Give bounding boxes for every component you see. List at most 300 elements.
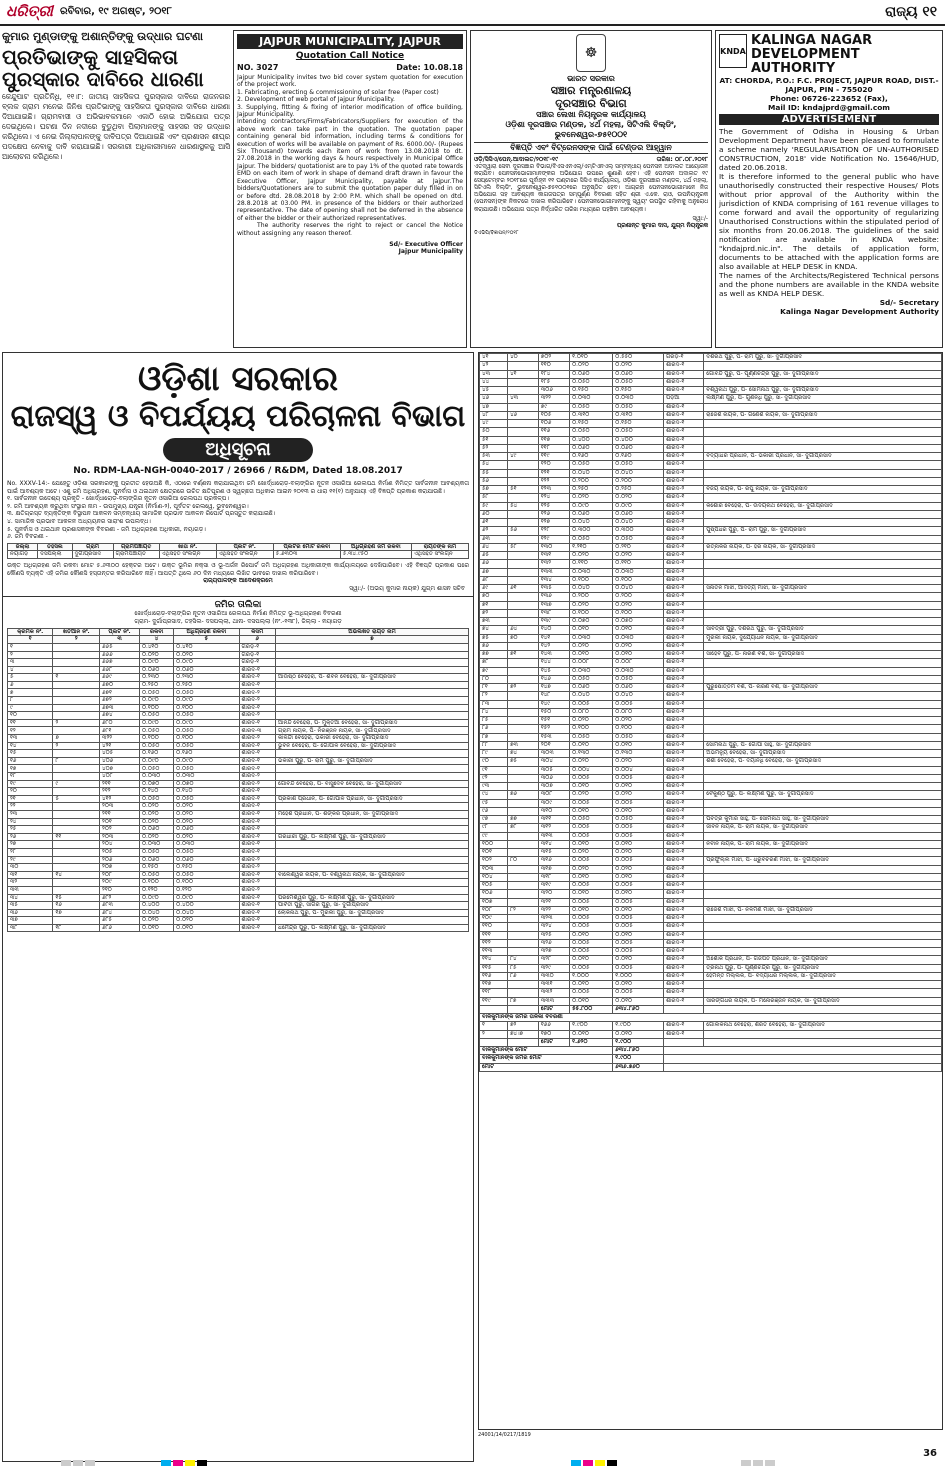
table-cell: ଶାରଦ-୧ [663,378,703,386]
table-cell [704,733,942,741]
table-cell: ଶାରଦ-୧ [663,387,703,395]
table-cell: ୧୨୩ [538,486,569,494]
table-cell: ୬୮୪ [100,909,140,917]
table-cell [704,939,942,947]
table-cell: ୧୪୫ [538,667,569,675]
table-cell: ୦.୦୬୦ [174,856,239,864]
table-cell [276,643,469,651]
table-cell: ୧୪୧ [538,634,569,642]
table-cell: ଗିରିଧାରୀ ପୁରୁ, ପି- ଲକ୍ଷ୍ମଣ ପୁରୁ, ସା- ଦୁର୍ଗାପ୍ରସାଦ [276,833,469,841]
table-cell: ଗୋବିନ୍ଦ ବେହେରା, ପି- ବାସୁଦେବ ବେହେରା, ସା- ଦୁର୍ଗାପ୍ରସାଦ [276,780,469,788]
table-cell: ଏଥିସହିତ ସଂଲଗ୍ନ [159,551,216,559]
knda-para: The Government of Odisha in Housing & Urban Development Department have been pleased to formulate a scheme namely 'REGULARISATION OF UN-AUTHORISED CONSTRUCTION, 2018' vide Notification No. 15646/HUD, dated 20.06.2018. [719,127,939,172]
table-cell: ହେମନ୍ତ ମଲ୍ଲିକ, ପି- ବିଦ୍ୟାଧର ମଲ୍ଲିକ, ସା- ଦୁର୍ଗାପ୍ରସାଦ [704,972,942,980]
table-cell: ୦.୦୨୦ [613,362,664,370]
table-cell [508,799,539,807]
table-cell: ଶାରଦ-୧ [663,543,703,551]
table-cell: ୦.୦୬୦ [613,510,664,518]
table-cell [704,849,942,857]
table-cell: ୦.୦୬୦ [140,856,174,864]
table-cell [704,873,942,881]
table-row [8,917,469,925]
table-cell [704,1005,942,1013]
table-cell [53,643,100,651]
table-cell: ୦.୦୭୦ [570,618,613,626]
table-cell [704,865,942,873]
table-cell: ୬୫ [480,552,508,560]
table-cell: ୦.୦୨୦ [613,642,664,650]
table-cell [704,989,942,997]
table-cell: ୦.୨୫୦ [570,486,613,494]
table-cell: ୪୧ [508,370,539,378]
table-cell [508,510,539,518]
table-row [480,543,942,551]
table-cell: ଶାରଦ-୧ [239,681,276,689]
table-cell [704,832,942,840]
table-cell: ବିଶ୍ୱନାଥ ପୁରୁ, ପି- ସୋମନାଥ ପୁରୁ, ସା- ଦୁର୍ଗାପ୍ରସାଦ [704,387,942,395]
table-cell: ଶାରଦ-୧ [663,700,703,708]
table-cell: ୦.୦୦୫ [570,799,613,807]
table-row [480,981,942,989]
table-cell: ଶାରଦ-୨ [239,697,276,705]
table-cell: ଆନନ୍ଦ ବେହେରା, ପି- ମୁକ୍ତିଆ ବେହେରା, ସା- ଦୁର୍ଗାପ୍ରସାଦ [276,719,469,727]
table-cell [276,704,469,712]
table-cell: ଶାରଦ-୧ [663,502,703,510]
table-cell: ୨୮ [8,848,53,856]
table-cell: ୧୮୪ [538,370,569,378]
table-cell: ୦.୦୦୫ [570,832,613,840]
table-cell: ୧୩୨ [538,560,569,568]
table-row [480,354,942,362]
table-cell: ୬୭୪ [100,712,140,720]
table-cell: ୦.୦୧୦ [570,981,613,989]
table-cell [508,849,539,857]
table-cell [53,750,100,758]
table-cell: ଶାରଦ-୧ [239,674,276,682]
table-row [8,841,469,849]
table-cell: ୯୬ [480,807,508,815]
table-cell: ୭୨ [508,1022,539,1030]
table-cell: ୦.୦୫୦ [174,689,239,697]
table-cell: ୪୮ [480,411,508,419]
table-cell: ୩୨୦ [538,890,569,898]
table-cell: ୧୫ [53,894,100,902]
table-cell: ୦.୧୦୦ [613,609,664,617]
table-cell: ୭୨ [508,684,539,692]
table-cell: ୦.୦୨୦ [570,849,613,857]
table-header: ଗ୍ରାମପଞ୍ଚାୟତ [113,543,159,551]
notification-signature: ସ୍ୱା:/- (ଅଭୟ କୁମାର ନାୟକ) ଯୁଗ୍ମ ଶାସନ ସଚିବ [349,584,465,592]
table-cell: ୫ [53,795,100,803]
table-cell: ପ୍ରକାଶ ପ୍ରଧାନ, ପି- ଗୋପାଳ ପ୍ରଧାନ, ସା- ଦୁର୍ଗାପ୍ରସାଦ [276,795,469,803]
table-row [480,684,942,692]
table-row [8,643,469,651]
table-row [480,989,942,997]
table-cell: ୨୦୫ [100,848,140,856]
table-cell: ୫.୩୪.୯୫୦ [340,551,411,559]
table-row [480,972,942,980]
table-cell: ୩୧୩ [538,832,569,840]
table-row [8,894,469,902]
table-row [8,742,469,750]
table-cell: ୪ [8,666,53,674]
table-row [8,886,469,894]
table-cell [508,593,539,601]
table-cell: ୦.୦୫୦ [613,428,664,436]
table-row [480,857,942,865]
table-cell [704,420,942,428]
table-row [480,576,942,584]
table-cell: ୦.୧୦୦ [140,735,174,743]
table-cell: ୦.୦୫୦ [174,712,239,720]
table-cell: ୦.୦୨୦ [613,717,664,725]
table-cell: ସାହେବ ପୁରୁ, ପି- ନାରଣ ବିଶି, ସା- ଦୁର୍ଗାପ୍ରସାଦ [704,651,942,659]
table-row [480,692,942,700]
table-cell [508,642,539,650]
table-cell: ଗୋବିନ୍ଦ ପୁରୁ, ପି- ପୂର୍ଣ୍ଣଚନ୍ଦ୍ର ପୁରୁ, ସା- ଦୁର୍ଗାପ୍ରସାଦ [704,370,942,378]
table-row [8,674,469,682]
table-cell: ୭୭ [480,651,508,659]
table-cell: ୬୯ [480,585,508,593]
table-cell: ଶାରଦ-୧ [663,593,703,601]
table-cell [276,689,469,697]
table-row [480,519,942,527]
table-cell: ୫୧ [508,486,539,494]
table-header: ୩ [100,636,140,644]
table-cell: ୦.୦୨୦ [174,833,239,841]
table-header: ୪ [140,636,174,644]
table-cell: ୦.୩୦୦ [570,527,613,535]
table-cell: ଶାରଦ-୧ [663,725,703,733]
table-cell: ୦.୦୮୦ [613,708,664,716]
table-cell: ୩ [8,659,53,667]
table-cell: ୪୯ [480,420,508,428]
table-cell: ୧୫୩ [538,733,569,741]
table-cell: ୩୨୫ [538,931,569,939]
table-cell [508,882,539,890]
table-cell: ୧୩୮ [538,609,569,617]
table-cell: ୧୦୦ [480,840,508,848]
table-cell: ୦.୦୬୦ [613,444,664,452]
table-row [480,362,942,370]
table-cell: ଶାରଦ-୧ [663,420,703,428]
color-bar [0,1450,945,1471]
table-cell: ୨୪ [8,818,53,826]
table-cell [276,917,469,925]
table-cell: ୯ [8,704,53,712]
table-cell: ୦.୦୫୦ [174,871,239,879]
table-cell: ୭୧ [508,651,539,659]
table-cell: ୧୩୯ [538,618,569,626]
table-cell: ୧୫୧ [538,717,569,725]
table-cell [276,659,469,667]
table-cell [704,766,942,774]
table-cell: ୦.୦୨୦ [570,552,613,560]
table-cell: ବୈକୁଣ୍ଠ ପୁରୁ, ପି- ଲକ୍ଷ୍ମଣ ପୁରୁ, ସା- ଦୁର୍ଗାପ୍ରସାଦ [704,791,942,799]
table-cell: ଶାରଦ-୧ [239,795,276,803]
table-cell: ୦.୧୬୦ [174,750,239,758]
table-row [480,469,942,477]
table-cell: ଗ୍ରାମ ନାୟକ, ପି- ନିରଞ୍ଜନ ନାୟକ, ସା- ଦୁର୍ଗାପ୍ରସାଦ [276,727,469,735]
table-row [480,477,942,485]
table-cell [704,774,942,782]
table-cell [508,840,539,848]
table-cell: ୭୯ [538,403,569,411]
table-cell: କିଶୋର ବେହେରା, ପି- ଉଦୟନାଥ ବେହେରା, ସା- ଦୁର୍ଗାପ୍ରସାଦ [704,502,942,510]
knda-address: AT: CHORDA, P.O.: F.C. PROJECT, JAJPUR ROAD, DIST.- JAJPUR, PIN - 755020 [719,76,939,94]
dot-line: ଭୁବନେଶ୍ୱର-୭୫୧୦୦୧ [554,130,628,139]
table-cell: ୮୮ [480,741,508,749]
table-cell: ପୁରୁଷୋତ୍ତମ ବିଶି, ପି- ନାରଣ ବିଶି, ସା- ଦୁର୍ଗାପ୍ରସାଦ [704,684,942,692]
table-cell: ପରମେଶ୍ୱର ପୁରୁ, ପି- ଲକ୍ଷ୍ମଣ ପୁରୁ, ସା- ଦୁର୍ଗାପ୍ରସାଦ [276,894,469,902]
table-row [480,708,942,716]
table-cell: ଶାରଦ-୧ [663,857,703,865]
table-cell: ଶାରଦ-୧ [663,519,703,527]
table-cell: ଶାରଦ-୨ [239,780,276,788]
table-cell: ଶାରଦ-୧ [663,436,703,444]
table-cell: ରାଜେଶ ମାଝୀ, ପି- ନିଳମଣି ମାଝୀ, ସା- ଦୁର୍ଗାପ୍ରସାଦ [704,906,942,914]
table-cell: ୧୩୩ [538,568,569,576]
table-cell [704,519,942,527]
table-cell: ୦.୦୨୦ [613,552,664,560]
table-cell: ୨୦୧ [538,741,569,749]
table-cell: ୧୪୭ [538,684,569,692]
table-row [480,593,942,601]
table-cell: ଏଥିସହିତ ସଂଲଗ୍ନ [216,551,273,559]
table-cell: ୦.୦୨୦ [570,717,613,725]
table-header: ରାୟତଙ୍କ ନାମ [411,543,468,551]
table-cell: ୦.୩୧୦ [570,411,613,419]
table-cell [508,865,539,873]
table-row [8,712,469,720]
table-cell: ୩୧୨ [538,824,569,832]
table-cell: ୨୧୦ [100,886,140,894]
table-cell: ୦.୦୫୦ [570,428,613,436]
table-cell: ଶାରଦ-୧ [663,576,703,584]
table-cell: ୮୫ [508,964,539,972]
dot-line: ସଞ୍ଚାର ମନ୍ତ୍ରଣାଳୟ [550,84,632,97]
table-cell: ୦.୦୯୦ [174,757,239,765]
table-cell [508,444,539,452]
table-cell: ୧ [8,643,53,651]
table-cell: ୦.୦୦୪ [570,766,613,774]
table-cell: ୩୧୧ [538,816,569,824]
table-cell: ଗରଡ଼-୧ [239,643,276,651]
table-cell: ୫୭ [480,486,508,494]
table-cell: ୦.୧୦୦ [613,576,664,584]
table-cell: ଶାରଦ-୧ [239,818,276,826]
section-name: ରାଜ୍ୟ ୧୧ [885,4,937,20]
table-cell [53,841,100,849]
table-cell: ଶାରଦ-୧ [663,964,703,972]
table-row [480,939,942,947]
table-cell: ୦.୨୧୦ [613,543,664,551]
table-cell: ୦.୦୫୦ [140,689,174,697]
table-cell [508,659,539,667]
table-cell: ୨୦୩ [100,833,140,841]
table-row [8,780,469,788]
table-row [480,931,942,939]
table-cell: ବାଲେଶ୍ୱର ନାୟକ, ପି- ବିଶ୍ୱନାଥ ନାୟକ, ସା- ଦୁର୍ଗାପ୍ରସାଦ [276,871,469,879]
table-cell: ଶାରଦ-୧ [663,461,703,469]
table-row [480,378,942,386]
table-cell: ୭୬ [508,791,539,799]
table-cell: ୦.୦୦୫ [570,882,613,890]
table-cell: ୨୧ [8,795,53,803]
table-cell: ଶାରଦ-୧ [663,989,703,997]
table-cell: ଶାରଦ-୧ [663,510,703,518]
table-cell: ୦.୦୦୫ [570,915,613,923]
table-cell [53,803,100,811]
table-cell: ୨୦ [8,788,53,796]
table-cell [704,725,942,733]
table-cell: ୦.୦୦୫ [613,700,664,708]
table-cell: ୨୭ [8,841,53,849]
table-cell: ୧.୯୦୦ [613,1022,664,1030]
table-cell [276,864,469,872]
table-cell: ଶାରଦ-୧ [663,708,703,716]
table-cell: ଶାରଦ-୧ [663,403,703,411]
table-row [480,956,942,964]
table-cell [508,733,539,741]
table-row [480,642,942,650]
govt-title: ଓଡ଼ିଶା ସରକାର [137,359,339,399]
table-cell: ୦.୦୪୦ [570,519,613,527]
table-cell: ଶାରଦ-୧ [239,848,276,856]
table-cell [508,807,539,815]
table-cell: ୦.୧୪୦ [174,788,239,796]
table-cell: ଶାରଦ-୧ [663,642,703,650]
table-cell: ୦.୦୯୦ [140,719,174,727]
table-cell: ଶାରଦ-୧ [663,411,703,419]
table-cell: ୬୨ [480,527,508,535]
table-row [480,840,942,848]
table-cell: ୧୦୫ [480,882,508,890]
table-cell: ୫୯ [480,502,508,510]
table-row [8,704,469,712]
table-cell: ୧୨୫ [538,502,569,510]
table-cell: ୦.୦୦୮ [613,659,664,667]
grand-total-label: ବାଳିକୁମାନଙ୍କ ଜମିର ମୋଟ [480,1055,613,1063]
table-cell: ୭ [8,689,53,697]
table-cell: ୭୪।୭ [508,1030,539,1038]
table-cell: ୩୨୨ [538,906,569,914]
table-cell: ୯୩ [480,783,508,791]
table-row [480,725,942,733]
table-cell: ୦.୦୨୦ [570,494,613,502]
table-cell: ୦.୦୯୦ [140,697,174,705]
table-cell: ୦.୦୧୦ [570,783,613,791]
table-cell [704,915,942,923]
table-cell: ୬୩ [480,535,508,543]
table-cell: ୪୦୭ [100,765,140,773]
table-cell: ୧୨୯ [538,535,569,543]
table-cell [53,773,100,781]
table-cell: ୦.୧୩୦ [570,750,613,758]
table-cell: ୦.୦୨୦ [613,494,664,502]
table-cell: ୯୨ [480,774,508,782]
dot-notice [470,30,712,348]
knda-advertisement [715,30,943,348]
table-cell: ୭୩ [508,741,539,749]
table-cell: ୦.୪୧୦ [174,643,239,651]
table-row [480,915,942,923]
table-cell: ୪୦ [508,354,539,362]
table-cell [53,810,100,818]
table-cell: ଗରଡ଼-୧ [239,659,276,667]
table-cell: ୭୦ [480,593,508,601]
table-cell [53,864,100,872]
table-cell: ଶାରଦ-୧ [663,651,703,659]
table-cell: ୩୨୧ [538,898,569,906]
table-cell: ୫୫ [480,469,508,477]
table-cell: ୨ [53,742,100,750]
table-cell: ୧୬ [53,902,100,910]
table-cell: ୦.୦୧୦ [613,840,664,848]
table-cell: ୧୦୫ [538,411,569,419]
table-cell: ୩୦୭ [538,783,569,791]
land-list-table-right [479,353,942,1072]
table-cell: ୨୦୩ [100,803,140,811]
table-cell [704,948,942,956]
table-cell: ୦.୦୭୦ [174,780,239,788]
table-cell [53,886,100,894]
table-cell: ୦.୦୫୦ [613,733,664,741]
table-cell: ଶାରଦ-୧ [663,915,703,923]
table-cell: ୦.୧୦୦ [613,725,664,733]
notification-list-item: ୧. ସାର୍ବଜନୀନ ଉଦ୍ଦେଶ୍ୟ ପ୍ରକୃତି - ଖୋର୍ଦ୍ଧାରୋଡ଼-ବଲାଙ୍ଗିର ନୂତନ ଓସାରିଆ ରେଲପଥ ପ୍ରକଳ୍ପ। [7,495,229,503]
table-cell: ୧୪୦ [538,626,569,634]
table-cell: ୫୮ [508,543,539,551]
table-cell: ୧୩୭ [538,601,569,609]
table-cell: ୦.୧୦୦ [570,609,613,617]
table-cell: ତ୍ରିନାଥ ପୁରୁ, ପି- ପୂର୍ଣ୍ଣଚନ୍ଦ୍ର ପୁରୁ, ସା- ଦୁର୍ଗାପ୍ରସାଦ [704,964,942,972]
table-cell [704,1038,942,1046]
table-cell: ୦.୦୩୦ [140,841,174,849]
table-cell: ୦.୪୧୦ [140,643,174,651]
table-cell: ୦.୨୦୦ [613,477,664,485]
table-cell: ୦.୦୫୦ [140,712,174,720]
table-cell: ୦.୦୫୦ [613,816,664,824]
knda-sign-1: Sd/- Secretary [879,298,939,307]
table-row [480,502,942,510]
table-cell: ୨୫ [8,826,53,834]
table-cell: ୮ [8,697,53,705]
table-cell: ୧୨୧ [538,469,569,477]
table-cell: ୦.୨୦୦ [570,477,613,485]
table-cell: ପାର୍ବତୀ ପୁରୁ, ସାଗର ପୁରୁ, ସା- ଦୁର୍ଗାପ୍ରସାଦ [276,902,469,910]
table-cell [508,717,539,725]
table-cell [508,609,539,617]
table-cell: ୪୫ [480,387,508,395]
table-cell: ୦.୦୬୦ [570,510,613,518]
table-cell [663,1047,941,1055]
table-row [480,783,942,791]
table-cell: ୦.୦୧୦ [570,807,613,815]
table-cell: ଶାରଦ-୧ [239,788,276,796]
table-cell: ୦.୦୦୫ [613,857,664,865]
table-cell: ୦.୦୨୦ [140,651,174,659]
table-cell: ୧୩୪ [538,576,569,584]
table-cell: ୭୯ [480,667,508,675]
table-cell: ୦.୦୫୦ [613,535,664,543]
table-cell: ୧୦ [8,712,53,720]
table-cell [53,681,100,689]
table-cell: ୩୦୬ [538,774,569,782]
table-cell: ୦.୦୩୦ [570,634,613,642]
table-cell: ୦.୦୫୦ [174,848,239,856]
table-cell: ୪୧୨ [100,795,140,803]
